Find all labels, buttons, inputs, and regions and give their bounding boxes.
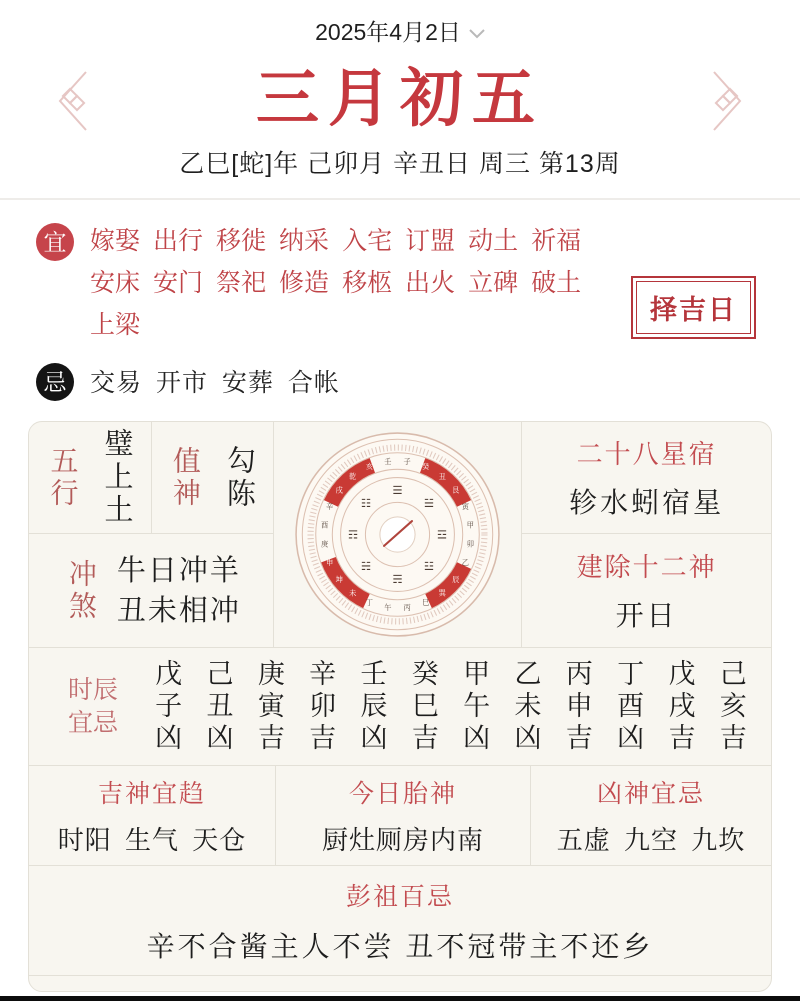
svg-text:午: 午	[384, 602, 392, 612]
pengzu-cell	[29, 865, 771, 975]
yi-item: 出火	[405, 269, 456, 297]
svg-text:戌: 戌	[335, 485, 343, 495]
svg-text:庚: 庚	[321, 539, 329, 549]
date-selector[interactable]	[315, 18, 485, 46]
svg-text:艮: 艮	[452, 485, 460, 495]
svg-text:丙: 丙	[403, 602, 411, 612]
ji-section	[36, 360, 760, 401]
shichen-label-line1: 时辰	[67, 675, 118, 704]
yi-item: 安门	[153, 269, 204, 297]
shichen-columns	[141, 659, 771, 755]
almanac-table	[28, 421, 772, 992]
svg-text:卯: 卯	[466, 539, 474, 549]
gregorian-date: 2025年4月2日	[315, 19, 461, 45]
zhishen-cell	[152, 422, 273, 533]
yi-item: 动土	[468, 227, 519, 255]
shichen-column: 壬辰凶	[356, 658, 387, 755]
chongsha-cell	[29, 534, 273, 647]
shichen-column: 己亥吉	[715, 658, 746, 755]
svg-text:亥: 亥	[365, 462, 373, 472]
xingxiu-value: 轸水蚓宿星	[569, 487, 725, 518]
yi-item: 修造	[279, 269, 330, 297]
yi-item: 订盟	[405, 227, 456, 255]
svg-text:☷: ☷	[360, 498, 372, 511]
prev-day-arrow-icon[interactable]	[52, 70, 94, 132]
svg-text:辰: 辰	[452, 574, 460, 584]
xiongshen-value: 五虚 九空 九坎	[556, 825, 746, 855]
svg-text:☱: ☱	[423, 498, 435, 511]
shichen-row	[29, 647, 771, 765]
svg-text:癸: 癸	[422, 462, 430, 472]
svg-text:申: 申	[325, 558, 334, 568]
shichen-column: 甲午凶	[459, 658, 490, 755]
pengzu-value: 辛不合酱主人不尝 丑不冠带主不还乡	[146, 930, 654, 962]
shichen-column: 丙申吉	[561, 658, 592, 755]
svg-text:丁: 丁	[365, 597, 373, 607]
xingxiu-label: 二十八星宿	[576, 439, 717, 469]
svg-text:未: 未	[349, 588, 357, 598]
header	[0, 0, 800, 200]
next-day-arrow-icon[interactable]	[706, 70, 748, 132]
svg-text:酉: 酉	[321, 520, 329, 530]
title-row	[0, 58, 800, 140]
jianchu-cell	[522, 534, 771, 647]
svg-text:乾: 乾	[349, 471, 357, 481]
yi-item: 祈福	[531, 227, 582, 255]
taishen-cell	[276, 766, 531, 865]
shichen-label-line2: 宜忌	[67, 708, 118, 737]
yi-item: 上梁	[90, 311, 141, 339]
xiongshen-cell	[531, 766, 771, 865]
yi-item: 移徙	[216, 227, 267, 255]
yi-item: 入宅	[342, 227, 393, 255]
svg-text:☶: ☶	[347, 529, 359, 542]
almanac-row-5	[29, 975, 771, 991]
ji-items: 交易 开市 安葬 合帐	[90, 368, 340, 397]
shichen-column: 庚寅吉	[253, 658, 284, 755]
xiongshen-label: 凶神宜忌	[596, 780, 705, 808]
xingxiu-cell	[522, 422, 771, 534]
shichen-column: 丁酉凶	[613, 658, 644, 755]
header-divider	[0, 198, 800, 200]
svg-text:子: 子	[403, 457, 411, 467]
chongsha-line2: 丑未相冲	[116, 594, 241, 627]
yi-item: 嫁娶	[90, 227, 141, 255]
yi-item: 安床	[90, 269, 141, 297]
yi-item: 破土	[531, 269, 582, 297]
yi-section	[36, 220, 760, 346]
chongsha-value	[117, 551, 241, 631]
svg-text:坤: 坤	[335, 574, 343, 584]
shichen-column: 戊子凶	[151, 658, 182, 755]
svg-text:☳: ☳	[423, 561, 435, 574]
taishen-value: 厨灶厕房内南	[321, 825, 484, 855]
ji-badge: 忌	[36, 363, 74, 401]
svg-text:甲: 甲	[466, 520, 474, 530]
pengzu-label: 彭祖百忌	[345, 882, 454, 911]
svg-text:巽: 巽	[438, 588, 446, 598]
shichen-column: 辛卯吉	[305, 658, 336, 755]
shichen-column: 己丑凶	[202, 658, 233, 755]
zhishen-value: 勾陈	[222, 444, 255, 511]
left-column	[29, 422, 274, 647]
jishen-cell	[29, 766, 276, 865]
almanac-row-1	[29, 422, 771, 647]
svg-text:壬: 壬	[384, 457, 392, 467]
yi-items	[90, 220, 638, 346]
jishen-value: 时阳 生气 天仓	[57, 825, 247, 855]
svg-text:乙: 乙	[461, 558, 470, 568]
wuxing-label: 五行	[47, 445, 79, 510]
shichen-label	[45, 674, 141, 740]
yi-item: 出行	[153, 227, 204, 255]
svg-text:巳: 巳	[422, 597, 430, 607]
svg-text:丑: 丑	[438, 471, 446, 481]
jishen-label: 吉神宜趋	[97, 780, 206, 808]
svg-text:辛: 辛	[325, 501, 334, 511]
compass-cell	[274, 422, 523, 647]
chevron-down-icon	[469, 29, 485, 39]
svg-text:☵: ☵	[360, 561, 372, 574]
zejiri-button-label: 择吉日	[636, 281, 751, 334]
svg-text:☴: ☴	[392, 574, 403, 587]
yi-badge: 宜	[36, 223, 74, 261]
taishen-label: 今日胎神	[348, 780, 457, 808]
jianchu-value: 开日	[615, 600, 678, 631]
zhishen-label: 值神	[169, 445, 201, 510]
almanac-row-3	[29, 765, 771, 865]
shichen-column: 癸巳吉	[407, 658, 438, 755]
luopan-compass-icon	[294, 431, 501, 638]
yi-item: 立碑	[468, 269, 519, 297]
right-column	[522, 422, 771, 647]
jianchu-label: 建除十二神	[576, 552, 717, 582]
chongsha-label: 冲煞	[65, 558, 97, 623]
chongsha-line1: 牛日冲羊	[116, 554, 241, 587]
yi-item: 移柩	[342, 269, 393, 297]
svg-text:☰: ☰	[392, 485, 403, 498]
shichen-column: 乙未凶	[510, 658, 541, 755]
zejiri-button[interactable]	[631, 276, 756, 339]
svg-text:寅: 寅	[461, 501, 470, 511]
wuxing-value: 璧上土	[100, 428, 133, 527]
bottom-bar	[0, 996, 800, 1001]
wuxing-cell	[29, 422, 152, 533]
shichen-column: 戊戌吉	[664, 658, 695, 755]
yi-item: 祭祀	[216, 269, 267, 297]
yi-item: 纳采	[279, 227, 330, 255]
svg-text:☲: ☲	[436, 529, 448, 542]
ganzhi-line: 乙巳[蛇]年 己卯月 辛丑日 周三 第13周	[179, 150, 621, 178]
lunar-date-title: 三月初五	[256, 64, 544, 134]
